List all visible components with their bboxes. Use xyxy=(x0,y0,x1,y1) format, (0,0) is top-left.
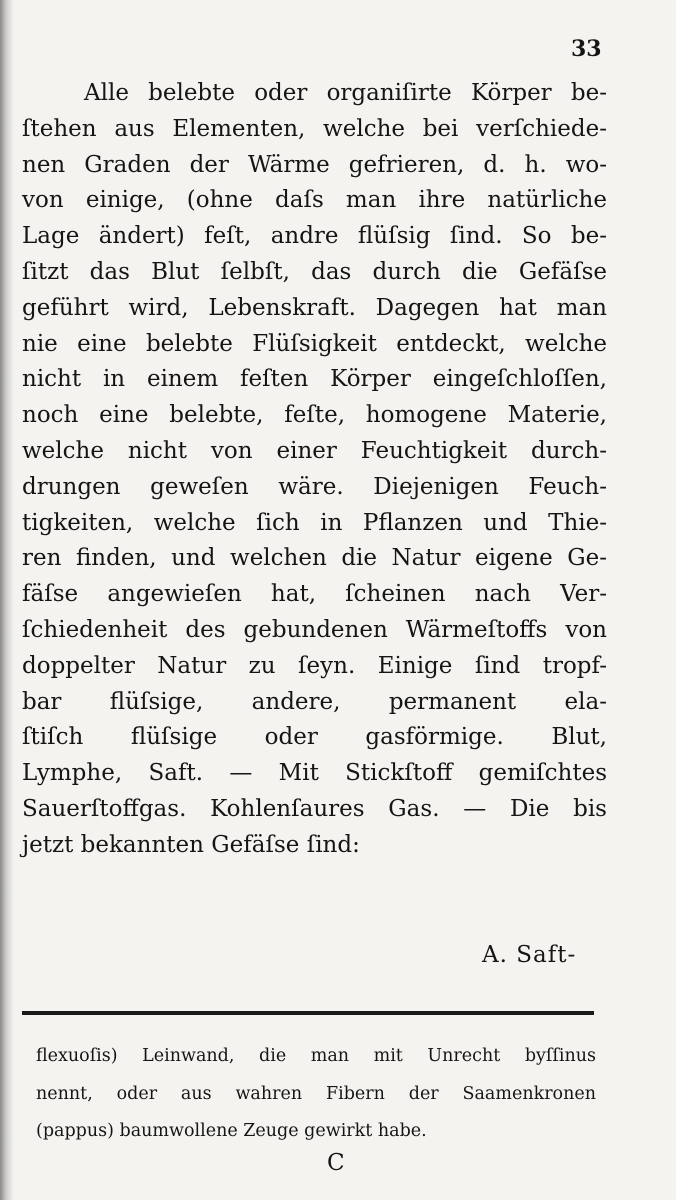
body-line: doppelter Natur zu ſeyn. Einige ſind tropf- xyxy=(22,652,607,679)
body-line: ſchiedenheit des gebundenen Wärmeſtoffs von xyxy=(22,616,607,643)
body-line: Lage ändert) feſt, andre flüſsig ſind. So be- xyxy=(22,223,607,250)
body-line: geführt wird, Lebenskraft. Dagegen hat man xyxy=(22,294,607,321)
body-line: Lymphe, Saft. — Mit Stickſtoff gemiſchtes xyxy=(22,760,607,787)
body-line: von einige, (ohne daſs man ihre natürliche xyxy=(22,187,607,214)
body-line: jetzt bekannten Gefäſse ſind: xyxy=(22,831,360,858)
body-line: tigkeiten, welche ſich in Pflanzen und Thie- xyxy=(22,509,607,536)
body-text xyxy=(22,76,607,864)
catchword: A. Saft- xyxy=(482,942,577,968)
body-line: Alle belebte oder organiſirte Körper be- xyxy=(84,80,607,106)
body-line: ſtehen aus Elementen, welche bei verſchiede- xyxy=(22,115,607,142)
page-edge-shadow xyxy=(0,0,14,1200)
body-line: nen Graden der Wärme gefrieren, d. h. wo- xyxy=(22,151,607,178)
body-line: bar flüſsige, andere, permanent ela- xyxy=(22,688,607,715)
body-line: welche nicht von einer Feuchtigkeit durch- xyxy=(22,437,607,464)
body-line: fäſse angewieſen hat, ſcheinen nach Ver- xyxy=(22,581,607,608)
page-number: 33 xyxy=(571,36,602,62)
body-line: Sauerſtoffgas. Kohlenſaures Gas. — Die bis xyxy=(22,795,607,822)
body-line: drungen geweſen wäre. Diejenigen Feuch- xyxy=(22,473,607,500)
footnote-line: (pappus) baumwollene Zeuge gewirkt habe. xyxy=(36,1121,427,1141)
body-line: ſitzt das Blut ſelbſt, das durch die Gefäſse xyxy=(22,258,607,285)
footnote-line: flexuoſis) Leinwand, die man mit Unrecht byſſinus xyxy=(36,1046,596,1066)
body-line: ren finden, und welchen die Natur eigene Ge- xyxy=(22,545,607,572)
body-line: nie eine belebte Flüſsigkeit entdeckt, welche xyxy=(22,330,607,357)
signature-mark: C xyxy=(327,1150,345,1176)
body-line: noch eine belebte, feſte, homogene Materie, xyxy=(22,402,607,429)
body-line: ſtiſch flüſsige oder gasförmige. Blut, xyxy=(22,724,607,751)
footnote xyxy=(36,1038,596,1151)
footnote-divider xyxy=(22,1011,594,1015)
body-line: nicht in einem feſten Körper eingeſchloſſen, xyxy=(22,366,607,393)
footnote-line: nennt, oder aus wahren Fibern der Saamenkronen xyxy=(36,1083,596,1104)
